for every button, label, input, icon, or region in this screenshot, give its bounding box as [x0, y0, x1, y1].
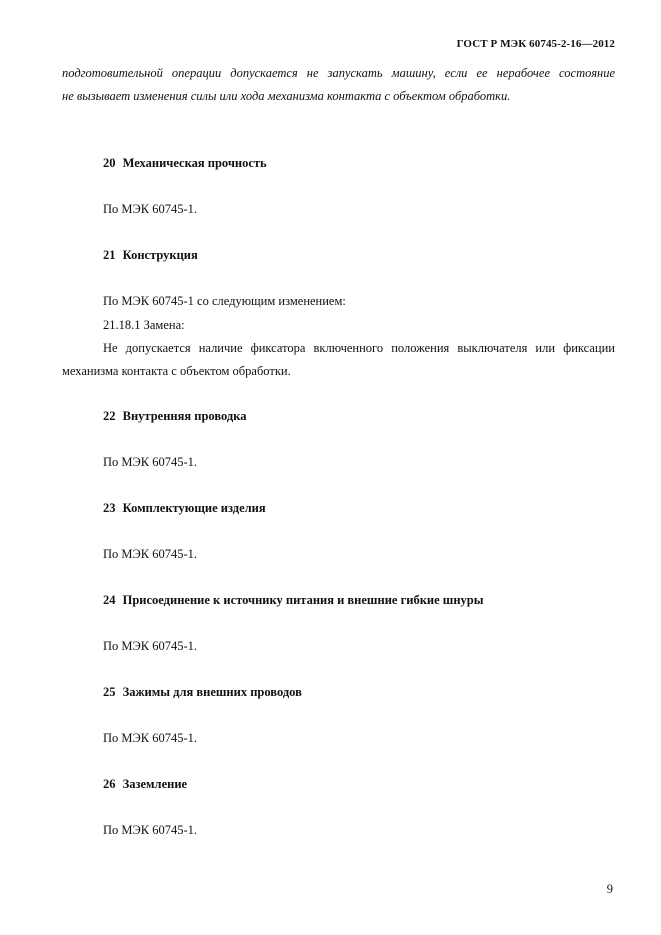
section-title: Механическая прочность — [122, 156, 267, 170]
section-22-text: По МЭК 60745-1. — [103, 455, 198, 469]
section-title: Заземление — [122, 777, 188, 791]
section-title: Комплектующие изделия — [122, 501, 266, 515]
section-23-text: По МЭК 60745-1. — [103, 547, 198, 561]
section-24-heading — [103, 593, 484, 608]
section-number: 26 — [103, 777, 116, 791]
section-number: 23 — [103, 501, 116, 515]
section-25-text: По МЭК 60745-1. — [103, 731, 198, 745]
section-title: Зажимы для внешних проводов — [122, 685, 302, 699]
section-25-heading — [103, 685, 302, 700]
section-26-text: По МЭК 60745-1. — [103, 823, 198, 837]
section-title: Конструкция — [122, 248, 198, 262]
intro-line-2: не вызывает изменения силы или хода механизма контакта с объектом обработки. — [62, 89, 511, 103]
section-21-paragraph-line-1: Не допускается наличие фиксатора включенного положения выключателя или фиксации — [103, 341, 615, 355]
section-number: 25 — [103, 685, 116, 699]
section-20-text: По МЭК 60745-1. — [103, 202, 198, 216]
section-number: 20 — [103, 156, 116, 170]
intro-line-1: подготовительной операции допускается не запускать машину, если ее нерабочее состояние — [62, 66, 615, 80]
section-24-text: По МЭК 60745-1. — [103, 639, 198, 653]
page-number: 9 — [606, 882, 613, 896]
section-title: Внутренняя проводка — [122, 409, 247, 423]
section-22-heading — [103, 409, 247, 424]
document-header: ГОСТ Р МЭК 60745-2-16—2012 — [456, 38, 615, 50]
section-number: 21 — [103, 248, 116, 262]
section-title: Присоединение к источнику питания и внешние гибкие шнуры — [122, 593, 484, 607]
section-21-heading — [103, 248, 198, 263]
section-21-text: По МЭК 60745-1 со следующим изменением: — [103, 294, 346, 308]
section-number: 24 — [103, 593, 116, 607]
section-23-heading — [103, 501, 266, 516]
section-number: 22 — [103, 409, 116, 423]
section-21-paragraph-line-2: механизма контакта с объектом обработки. — [62, 364, 291, 378]
section-21-clause: 21.18.1 Замена: — [103, 318, 185, 332]
section-20-heading — [103, 156, 267, 171]
section-26-heading — [103, 777, 187, 792]
